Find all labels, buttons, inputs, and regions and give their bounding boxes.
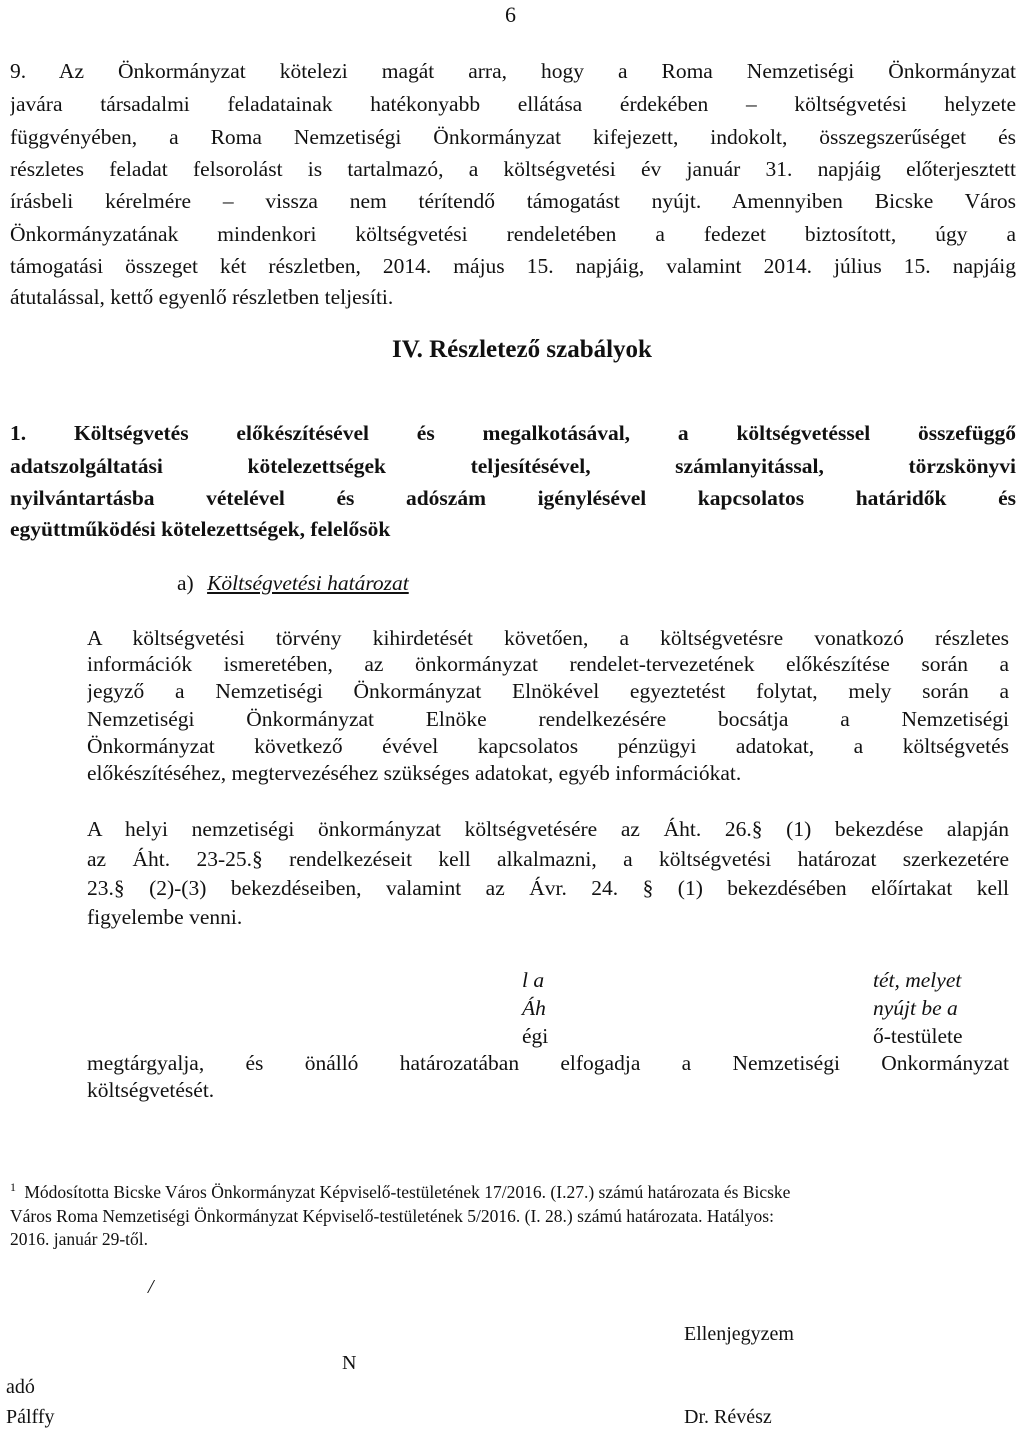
paragraph-line: előkészítéséhez, megtervezéséhez szükséges adatokat, egyéb információkat. [87, 761, 742, 785]
paragraph-line: az Áht. 23-25.§ rendelkezéseit kell alkalmazni, a költségvetési határozat szerkezetére [87, 847, 1009, 871]
footnote-line: Módosította Bicske Város Önkormányzat Képviselő-testületének 17/2016. (I.27.) számú határozata és Bicske [24, 1182, 791, 1202]
signer-name-left: Pálffy [6, 1406, 55, 1428]
chapter-heading: IV. Részletező szabályok [392, 336, 652, 363]
signature-fragment: N [342, 1352, 357, 1374]
signature-fragment: adó [6, 1376, 35, 1398]
footnote-line: Város Roma Nemzetiségi Önkormányzat Képviselő-testületének 5/2016. (I. 28.) számú határozata. Hatályos: [10, 1206, 774, 1226]
section-9-line: javára társadalmi feladatainak hatékonyabb ellátása érdekében – költségvetési helyzete [10, 92, 1016, 116]
section-1-line: adatszolgáltatási kötelezettségek teljesítésével, számlanyitással, törzskönyvi [10, 454, 1016, 478]
footnote-first-line [10, 1180, 790, 1204]
section-9-line: részletes feladat felsorolást is tartalmazó, a költségvetési év január 31. napjáig előterjesztett [10, 157, 1016, 181]
fragment: l a [522, 968, 545, 992]
fragment: Áh [522, 996, 546, 1020]
footnote-marker: 1 [10, 1180, 16, 1195]
footnote-line: 2016. január 29-től. [10, 1229, 149, 1249]
signature-slash: / [148, 1276, 154, 1298]
section-1-line: együttműködési kötelezettségek, felelősök [10, 517, 391, 541]
section-9-line: írásbeli kérelmére – vissza nem térítendő támogatást nyújt. Amennyiben Bicske Város [10, 189, 1016, 213]
paragraph-line: Önkormányzat következő évével kapcsolatos pénzügyi adatokat, a költségvetés [87, 734, 1009, 758]
section-9-line: függvényében, a Roma Nemzetiségi Önkormányzat kifejezett, indokolt, összegszerűséget és [10, 125, 1016, 149]
section-9-line: átutalással, kettő egyenlő részletben teljesíti. [10, 285, 394, 309]
paragraph-line: jegyző a Nemzetiségi Önkormányzat Elnökével egyeztetést folytat, mely során a [87, 679, 1009, 703]
fragment: tét, melyet [873, 968, 962, 992]
paragraph-line: megtárgyalja, és önálló határozatában elfogadja a Nemzetiségi Onkormányzat [87, 1051, 1009, 1075]
paragraph-line: 23.§ (2)-(3) bekezdéseiben, valamint az Ávr. 24. § (1) bekezdésében előírtakat kell [87, 876, 1009, 900]
paragraph-line: figyelembe venni. [87, 905, 243, 929]
fragment: égi [522, 1024, 549, 1048]
section-9-line: támogatási összeget két részletben, 2014. május 15. napjáig, valamint 2014. július 15. napjáig [10, 254, 1016, 278]
paragraph-line: Nemzetiségi Önkormányzat Elnöke rendelkezésére bocsátja a Nemzetiségi [87, 707, 1009, 731]
section-1-line: 1. Költségvetés előkészítésével és megalkotásával, a költségvetéssel összefüggő [10, 421, 1016, 445]
subsection-marker: a) [177, 571, 194, 595]
section-9-line: 9. Az Önkormányzat kötelezi magát arra, hogy a Roma Nemzetiségi Önkormányzat [10, 59, 1016, 83]
paragraph-line: költségvetését. [87, 1078, 215, 1102]
page-number: 6 [505, 2, 516, 27]
paragraph-line: információk ismeretében, az önkormányzat rendelet-tervezetének előkészítése során a [87, 652, 1009, 676]
ellenjegyzem-label: Ellenjegyzem [684, 1323, 794, 1345]
paragraph-line: A helyi nemzetiségi önkormányzat költségvetésére az Áht. 26.§ (1) bekezdése alapján [87, 817, 1009, 841]
section-1-line: nyilvántartásba vételével és adószám igénylésével kapcsolatos határidők és [10, 486, 1016, 510]
fragment: ő-testülete [873, 1024, 963, 1048]
signer-name-right: Dr. Révész [684, 1406, 772, 1428]
paragraph-line: A költségvetési törvény kihirdetését követően, a költségvetésre vonatkozó részletes [87, 626, 1009, 650]
fragment: nyújt be a [873, 996, 958, 1020]
subsection-a [177, 569, 409, 598]
section-9-line: Önkormányzatának mindenkori költségvetési rendeletében a fedezet biztosított, úgy a [10, 222, 1016, 246]
subsection-title: Költségvetési határozat [207, 571, 409, 595]
